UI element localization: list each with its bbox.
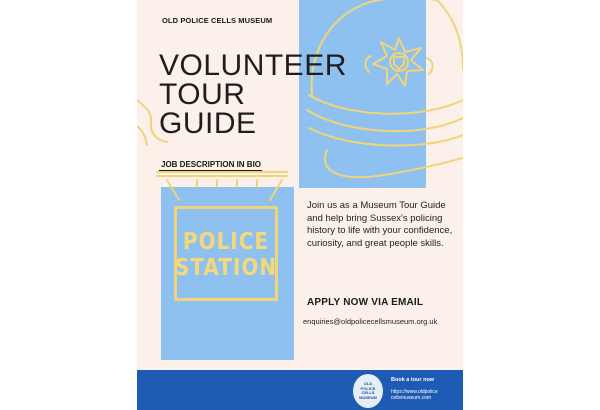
url-line: cellsmuseum.com [391, 395, 432, 401]
headline-line: TOUR [159, 78, 246, 111]
museum-name: OLD POLICE CELLS MUSEUM [162, 16, 273, 25]
logo-line: POLICE [360, 385, 376, 391]
sign-line: STATION [174, 252, 278, 281]
underline-divider [159, 170, 262, 171]
police-station-sign [174, 206, 278, 301]
logo-line: MUSEUM [359, 394, 377, 400]
museum-logo [353, 374, 383, 408]
headline-line: VOLUNTEER [159, 49, 347, 82]
body-copy: Join us as a Museum Tour Guide and help bring Sussex's policing history to life with your confidence, curiosity, and great people skills. [307, 200, 453, 249]
apply-call-to-action: APPLY NOW VIA EMAIL [307, 297, 424, 308]
headline [159, 51, 359, 138]
email-address[interactable]: enquiries@oldpolicecellsmuseum.org.uk [303, 317, 438, 326]
logo-line: CELLS [361, 390, 375, 395]
logo-line: OLD [363, 381, 373, 386]
headline-line: GUIDE [159, 107, 257, 140]
poster [137, 0, 463, 410]
book-tour-label: Book a tour now [391, 377, 435, 383]
sign-line: POLICE [182, 226, 270, 255]
url-line: https://www.oldpolice [391, 389, 438, 395]
website-url[interactable] [391, 389, 461, 401]
job-description-note: JOB DESCRIPTION IN BIO [161, 160, 262, 169]
